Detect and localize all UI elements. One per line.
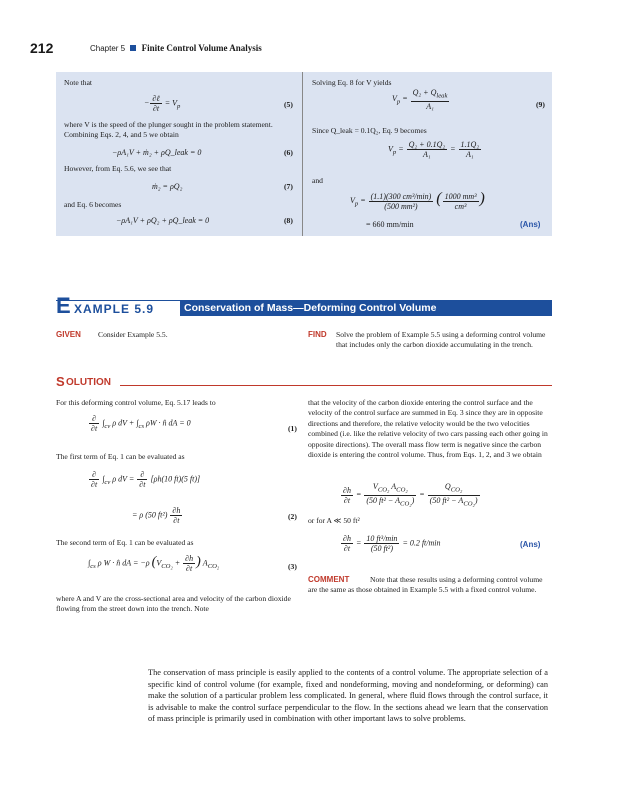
example-heading: [56, 293, 552, 318]
solution-initial: S: [56, 374, 65, 389]
solving-text: Solving Eq. 8 for V yields: [312, 78, 392, 87]
page-header: [30, 40, 600, 60]
equation-7-number: (7): [284, 182, 293, 191]
equation-1: $\frac{\partial}{\partial t}$ $\int_{cv}$ ρ dV + $\int_{cs}$ ρW · n̂ dA = 0: [91, 414, 191, 433]
solution-rule: [120, 385, 552, 386]
example-number: XAMPLE 5.9: [74, 302, 155, 316]
find-label: FIND: [308, 330, 327, 339]
dh-dt-result: $\frac{\partial h}{\partial t}$ = $\frac{\text{10 ft³/min}}{\text{(50 ft²)}}$ = 0.2 ft/min: [343, 534, 441, 553]
equation-6: −ρA₁V + ṁ₂ + ρQ_leak = 0: [112, 148, 202, 157]
equation-9-substituted: $V_p$ = $\frac{\text{Q₂ + 0.1Q₂}}{\text{A₁}}$ = $\frac{\text{1.1Q₂}}{\text{A₁}}$: [388, 140, 480, 159]
plunger-paragraph: where V is the speed of the plunger sought in the problem statement. Combining Eqs. 2, 4, and 5 we obtain: [64, 120, 273, 140]
comment-text: Note that these results using a deforming control volume are the same as those obtained in Example 5.5 with a fixed control volume.: [308, 575, 543, 595]
continued-solution-box: [56, 72, 552, 236]
body-paragraph: The conservation of mass principle is easily applied to the contents of a control volume. The appropriate selection of a specific kind of control volume (for example, fixed and nondeforming, moving and nondeforming, or deforming) can make the solution of a particular problem less complicated. In general, where fluid flows through the control surface, it is advisable to make the control surface perpendicular to the flow. In the sections ahead we learn that the conservation of mass principle is primarily used in combination with other important laws to solve problems.: [148, 668, 548, 724]
find-text: Solve the problem of Example 5.5 using a deforming control volume that includes only the carbon dioxide accumulating in the trench.: [336, 330, 546, 350]
example-initial: E: [56, 293, 71, 318]
eq6-becomes-text: and Eq. 6 becomes: [64, 200, 122, 209]
first-term-text: The first term of Eq. 1 can be evaluated as: [56, 452, 185, 461]
equation-6-number: (6): [284, 148, 293, 157]
equation-1-number: (1): [288, 424, 297, 433]
chapter-title: Finite Control Volume Analysis: [141, 43, 262, 53]
since-text: Since Q_leak = 0.1Q₂, Eq. 9 becomes: [312, 126, 427, 135]
equation-5: − $\frac{\text{∂ℓ}}{\partial t}$ = $V_p$: [144, 94, 181, 113]
equation-2-number: (2): [288, 512, 297, 521]
equation-3-number: (3): [288, 562, 297, 571]
solution-answer-tag: (Ans): [520, 540, 541, 549]
velocity-result: = 660 mm/min: [366, 220, 414, 229]
equation-9: $V_p$ = $\frac{Q_2 + Q_{leak}}{\text{A₁}}$: [392, 88, 448, 111]
equation-3: $\int_{cs}$ ρ W · n̂ dA = −ρ ($V_{CO_2}$ + $\frac{\partial h}{\partial t}$ ) $A_{CO_2}$: [88, 554, 220, 573]
note-that-text: Note that: [64, 78, 93, 87]
column-divider: [302, 72, 303, 236]
however-text: However, from Eq. 5.6, we see that: [64, 164, 172, 173]
example-title: Conservation of Mass—Deforming Control Volume: [180, 301, 552, 316]
given-text: Consider Example 5.5.: [98, 330, 168, 339]
velocity-calculation: $V_p$ = $\frac{\text{(1.1)(300 cm³/min)}}{\text{(500 mm²)}}$ ( $\frac{\text{1000 mm³}}{\text{cm³}}$ ): [350, 190, 485, 211]
chapter-label: Chapter 5: [90, 44, 126, 53]
and-text: and: [312, 176, 323, 185]
relative-velocity-paragraph: that the velocity of the carbon dioxide entering the control surface and the velocity of the control surface are summed in Eq. 3 since they are in opposite directions and therefore, the relative velocity would be the two velocities combined (i.e. like the relative velocity of two cars passing each other going in opposite directions). The overall mass flow term is negative since the carbon dioxide is entering the control volume. Thus, from Eqs. 1, 2, and 3 we obtain: [308, 398, 548, 460]
equation-7: ṁ₂ = ρQ₂: [152, 182, 183, 191]
equation-5-rhs: = V: [164, 98, 177, 108]
equation-2b: = ρ (50 ft²) $\frac{\partial h}{\partial t}$: [132, 506, 181, 525]
answer-tag: (Ans): [520, 220, 541, 229]
solution-heading: [56, 374, 552, 391]
chapter-heading: [90, 43, 262, 53]
equation-5-number: (5): [284, 100, 293, 109]
where-paragraph: where A and V are the cross-sectional area and velocity of the carbon dioxide flowing from the street down into the trench. Note: [56, 594, 291, 614]
equation-8-number: (8): [284, 216, 293, 225]
or-for-text: or for A ≪ 50 ft²: [308, 516, 360, 525]
page-number: 212: [30, 40, 54, 56]
equation-9-number: (9): [536, 100, 545, 109]
equation-8: −ρA₁V + ρQ₂ + ρQ_leak = 0: [116, 216, 210, 225]
solution-intro: For this deforming control volume, Eq. 5.17 leads to: [56, 398, 216, 407]
comment-label: COMMENT: [308, 575, 350, 584]
square-bullet-icon: [130, 45, 136, 51]
given-label: GIVEN: [56, 330, 81, 339]
second-term-text: The second term of Eq. 1 can be evaluated as: [56, 538, 194, 547]
equation-2a: $\frac{\partial}{\partial t}$ $\int_{cv}$ ρ dV = $\frac{\partial}{\partial t}$ [ρh(10 ft)(5 ft)]: [91, 470, 201, 489]
solution-word: OLUTION: [66, 377, 111, 388]
dh-dt-equation: $\frac{\partial h}{\partial t}$ = $\frac{V_{CO_2} A_{CO_2}}{(50 ft^2 - A_{CO_2})}$ = $\frac{Q_{CO_2}}{(50 ft^2 - A_{CO_2})}$: [343, 482, 478, 508]
